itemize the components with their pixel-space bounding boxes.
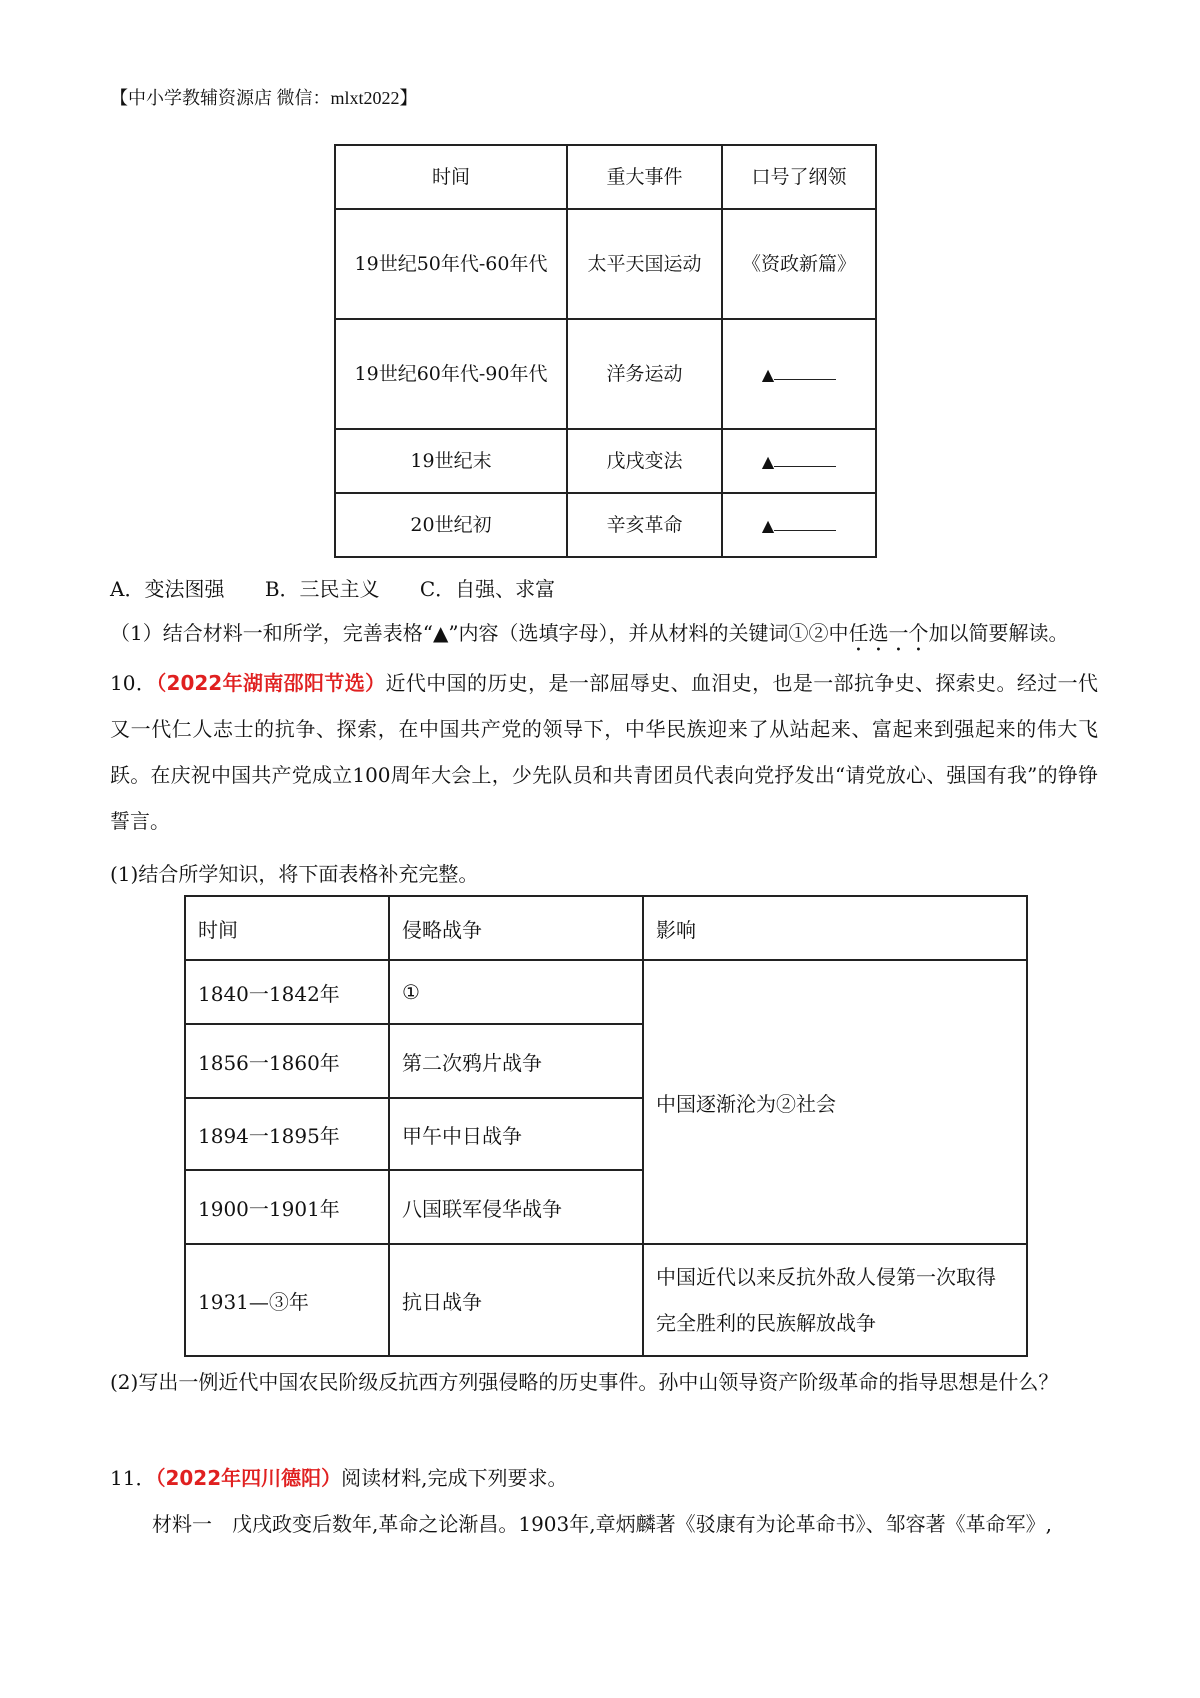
table1-header-event: 重大事件 [567, 145, 722, 209]
table1-row1-time: 19世纪50年代-60年代 [335, 209, 567, 319]
option-a: A．变法图强 [110, 577, 225, 601]
question-11 [110, 1462, 567, 1491]
table2-row3-time: 1894一1895年 [185, 1098, 389, 1170]
table1-row3-slogan [722, 429, 876, 493]
table1-row4-time: 20世纪初 [335, 493, 567, 557]
answer-blank [774, 508, 836, 531]
question-text: 近代中国的历史，是一部屈辱史、血泪史，也是一部抗争史、探索史。经过一代又一代仁人志士的抗争、探索，在中国共产党的领导下，中华民族迎来了从站起来、富起来到强起来的伟大飞跃。在庆祝中国共产党成立100周年大会上，少先队员和共青团员代表向党抒发出“请党放心、强国有我”的铮铮誓言。 [110, 671, 1099, 833]
invasion-wars-table [184, 895, 1028, 1357]
table1-row1-slogan: 《资政新篇》 [722, 209, 876, 319]
option-c: C．自强、求富 [419, 577, 556, 601]
question-10-sub2: (2)写出一例近代中国农民阶级反抗西方列强侵略的历史事件。孙中山领导资产阶级革命的指导思想是什么？ [110, 1370, 1059, 1394]
table2-row4-time: 1900一1901年 [185, 1170, 389, 1244]
table2-row3-war: 甲午中日战争 [389, 1098, 643, 1170]
table2-row5-war: 抗日战争 [389, 1244, 643, 1356]
table2-row1-time: 1840一1842年 [185, 960, 389, 1024]
question-source: （2022年四川德阳） [155, 1466, 342, 1490]
table2-header-impact: 影响 [643, 896, 1027, 960]
table2-row5-impact: 中国近代以来反抗外敌人侵第一次取得完全胜利的民族解放战争 [643, 1244, 1027, 1356]
table2-row1-war: ① [389, 960, 643, 1024]
question-text: 阅读材料,完成下列要求。 [341, 1466, 568, 1490]
answer-options [110, 573, 589, 602]
table2-impact-merged: 中国逐渐沦为②社会 [643, 960, 1027, 1244]
table1-row1-event: 太平天国运动 [567, 209, 722, 319]
table1-row4-slogan [722, 493, 876, 557]
table1-row3-time: 19世纪末 [335, 429, 567, 493]
question-10-sub1: (1)结合所学知识，将下面表格补充完整。 [110, 862, 479, 886]
table2-row2-time: 1856一1860年 [185, 1024, 389, 1098]
blank-marker: ▲ [761, 451, 775, 471]
answer-blank [774, 357, 836, 380]
table1-row2-event: 洋务运动 [567, 319, 722, 429]
question-9-1: （1）结合材料一和所学，完善表格“▲”内容（选填字母），并从材料的关键词①②中任选一个加以简要解读。 [110, 621, 1069, 645]
reform-movements-table [334, 144, 877, 558]
material-1: 材料一 戊戌政变后数年,革命之论渐昌。1903年,章炳麟著《驳康有为论革命书》、邹容著《革命军》, [152, 1512, 1052, 1536]
blank-marker: ▲ [761, 515, 775, 535]
table1-row4-event: 辛亥革命 [567, 493, 722, 557]
table1-row2-slogan [722, 319, 876, 429]
table2-row4-war: 八国联军侵华战争 [389, 1170, 643, 1244]
table1-header-time: 时间 [335, 145, 567, 209]
answer-blank [774, 444, 836, 467]
question-number: 10． [110, 671, 157, 695]
question-number: 11． [110, 1466, 156, 1490]
table1-row3-event: 戊戌变法 [567, 429, 722, 493]
emphasis-text: 任选一个 [848, 621, 929, 645]
page-header: 【中小学教辅资源店 微信：mlxt2022】 [110, 88, 418, 108]
option-b: B．三民主义 [264, 577, 380, 601]
blank-marker: ▲ [761, 364, 775, 384]
table2-header-war: 侵略战争 [389, 896, 643, 960]
table2-row5-time: 1931—③年 [185, 1244, 389, 1356]
table2-row2-war: 第二次鸦片战争 [389, 1024, 643, 1098]
table1-header-slogan: 口号了纲领 [722, 145, 876, 209]
question-10 [110, 660, 1098, 844]
table1-row2-time: 19世纪60年代-90年代 [335, 319, 567, 429]
question-source: （2022年湖南邵阳节选） [156, 671, 386, 695]
table2-header-time: 时间 [185, 896, 389, 960]
